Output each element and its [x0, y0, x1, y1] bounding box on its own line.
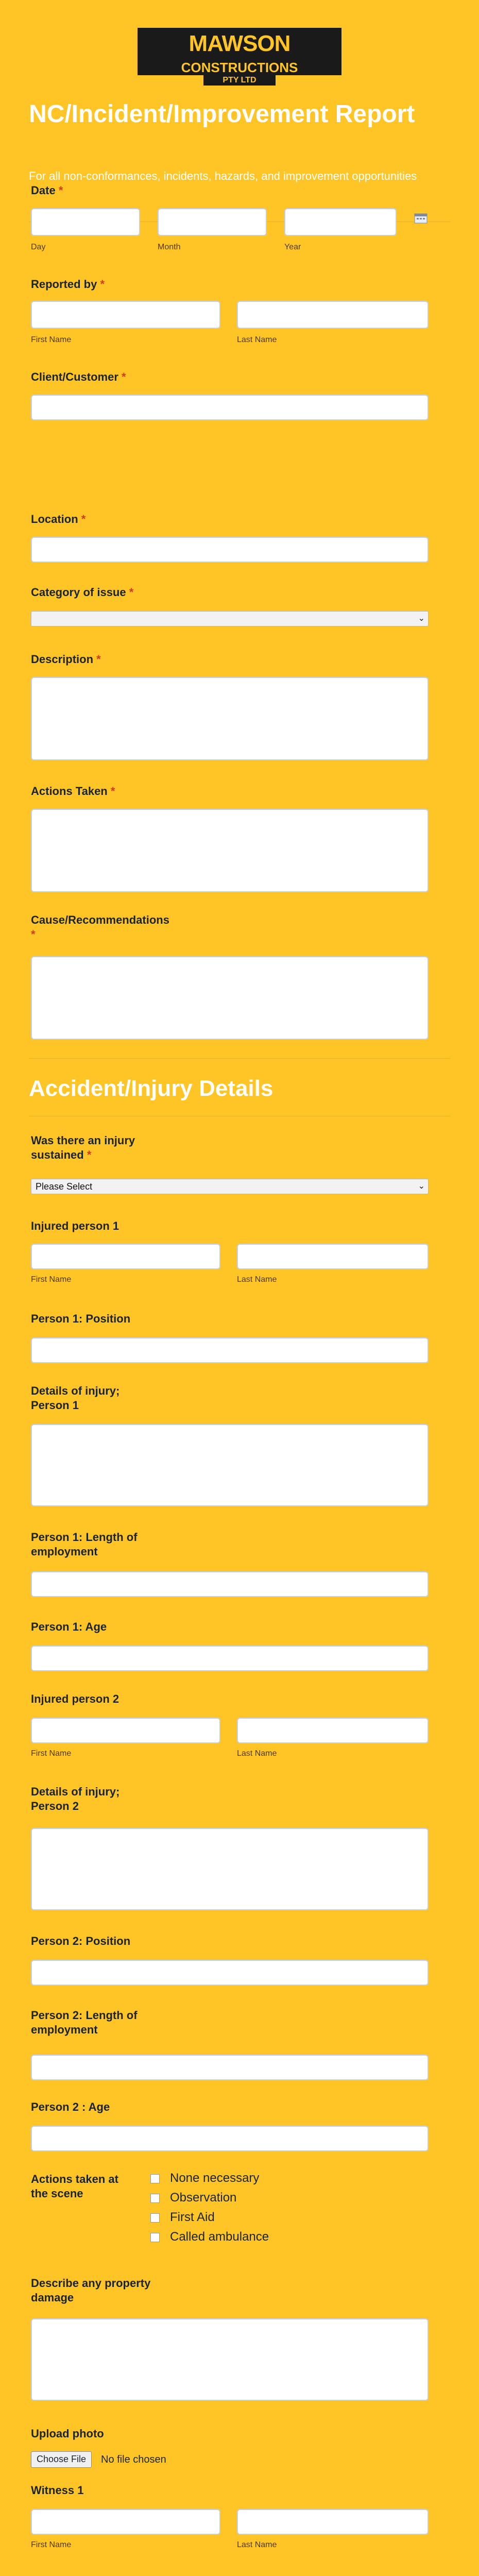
logo-ptyltd: PTY LTD [203, 75, 276, 86]
option-label: Called ambulance [170, 2230, 269, 2244]
first-name-sublabel: First Name [31, 2540, 72, 2549]
first-name-sublabel: First Name [31, 1749, 72, 1758]
injured2-label: Injured person 2 [31, 1692, 119, 1705]
accident-heading: Accident/Injury Details [29, 1076, 273, 1101]
description-textarea[interactable] [31, 677, 429, 760]
choose-file-button[interactable]: Choose File [31, 2451, 92, 2468]
p2-age-label: Person 2 : Age [31, 2100, 110, 2113]
cause-textarea[interactable] [31, 956, 429, 1040]
p2-position-label: Person 2: Position [31, 1935, 131, 1947]
injured1-last-input[interactable] [237, 1244, 429, 1269]
option-label: First Aid [170, 2210, 215, 2224]
day-sublabel: Day [31, 243, 46, 251]
file-status: No file chosen [101, 2454, 166, 2465]
first-name-sublabel: First Name [31, 335, 72, 344]
p2-details-textarea[interactable] [31, 1828, 429, 1910]
year-input[interactable] [284, 208, 397, 236]
last-name-sublabel: Last Name [237, 335, 277, 344]
first-name-sublabel: First Name [31, 1275, 72, 1284]
p1-details-label: Details of injury; Person 1 [31, 1384, 120, 1412]
p1-age-input[interactable] [31, 1646, 429, 1671]
checkbox-observation[interactable] [150, 2194, 160, 2203]
location-label: Location * [31, 513, 86, 526]
option-label: Observation [170, 2191, 237, 2205]
reported-last-input[interactable] [237, 301, 429, 329]
upload-label: Upload photo [31, 2427, 104, 2440]
p1-age-label: Person 1: Age [31, 1620, 107, 1633]
p1-length-input[interactable] [31, 1571, 429, 1597]
injured2-first-input[interactable] [31, 1718, 220, 1743]
actions-scene-label: Actions taken at the scene [31, 2173, 118, 2200]
category-label: Category of issue * [31, 586, 134, 599]
divider [29, 1058, 450, 1059]
client-input[interactable] [31, 395, 429, 420]
chevron-down-icon: ⌄ [418, 1182, 425, 1191]
injured2-last-input[interactable] [237, 1718, 429, 1743]
client-label: Client/Customer * [31, 370, 126, 383]
p2-age-input[interactable] [31, 2126, 429, 2151]
actions-taken-label: Actions Taken * [31, 785, 115, 798]
last-name-sublabel: Last Name [237, 2540, 277, 2549]
witness1-last-input[interactable] [237, 2509, 429, 2535]
date-label: Date * [31, 184, 63, 197]
checkbox-none-necessary[interactable] [150, 2174, 160, 2183]
day-input[interactable] [31, 208, 140, 236]
last-name-sublabel: Last Name [237, 1749, 277, 1758]
month-sublabel: Month [158, 243, 181, 251]
cause-label: Cause/Recommendations * [31, 913, 169, 941]
actions-taken-textarea[interactable] [31, 809, 429, 892]
checkbox-first-aid[interactable] [150, 2213, 160, 2223]
p1-position-input[interactable] [31, 1337, 429, 1363]
option-label: None necessary [170, 2171, 260, 2185]
chevron-down-icon: ⌄ [418, 614, 425, 623]
checkbox-called-ambulance[interactable] [150, 2233, 160, 2242]
reported-first-input[interactable] [31, 301, 220, 329]
form-subtitle: For all non-conformances, incidents, hazards, and improvement opportunities [29, 170, 417, 182]
location-input[interactable] [31, 537, 429, 563]
calendar-icon[interactable] [414, 212, 427, 224]
injured1-first-input[interactable] [31, 1244, 220, 1269]
logo-mawson: MAWSON [138, 28, 341, 60]
p2-details-label: Details of injury; Person 2 [31, 1785, 120, 1812]
category-select[interactable] [31, 611, 429, 626]
injury-sustained-label: Was there an injury sustained * [31, 1134, 135, 1161]
p1-length-label: Person 1: Length of employment [31, 1531, 138, 1558]
property-damage-textarea[interactable] [31, 2318, 429, 2401]
logo-constructions: CONSTRUCTIONS [138, 60, 341, 75]
witness1-first-input[interactable] [31, 2509, 220, 2535]
description-label: Description * [31, 653, 101, 666]
last-name-sublabel: Last Name [237, 1275, 277, 1284]
p2-length-label: Person 2: Length of employment [31, 2009, 138, 2036]
company-logo [138, 28, 341, 84]
p2-position-input[interactable] [31, 1960, 429, 1986]
p1-details-textarea[interactable] [31, 1424, 429, 1506]
witness1-label: Witness 1 [31, 2484, 84, 2497]
p2-length-input[interactable] [31, 2055, 429, 2080]
reported-by-label: Reported by * [31, 278, 105, 291]
p1-position-label: Person 1: Position [31, 1312, 131, 1325]
month-input[interactable] [158, 208, 267, 236]
form-title: NC/Incident/Improvement Report [29, 100, 415, 128]
property-damage-label: Describe any property damage [31, 2277, 151, 2304]
year-sublabel: Year [284, 243, 301, 251]
injured1-label: Injured person 1 [31, 1219, 119, 1232]
injury-sustained-select[interactable]: Please Select ⌄ [31, 1179, 429, 1194]
